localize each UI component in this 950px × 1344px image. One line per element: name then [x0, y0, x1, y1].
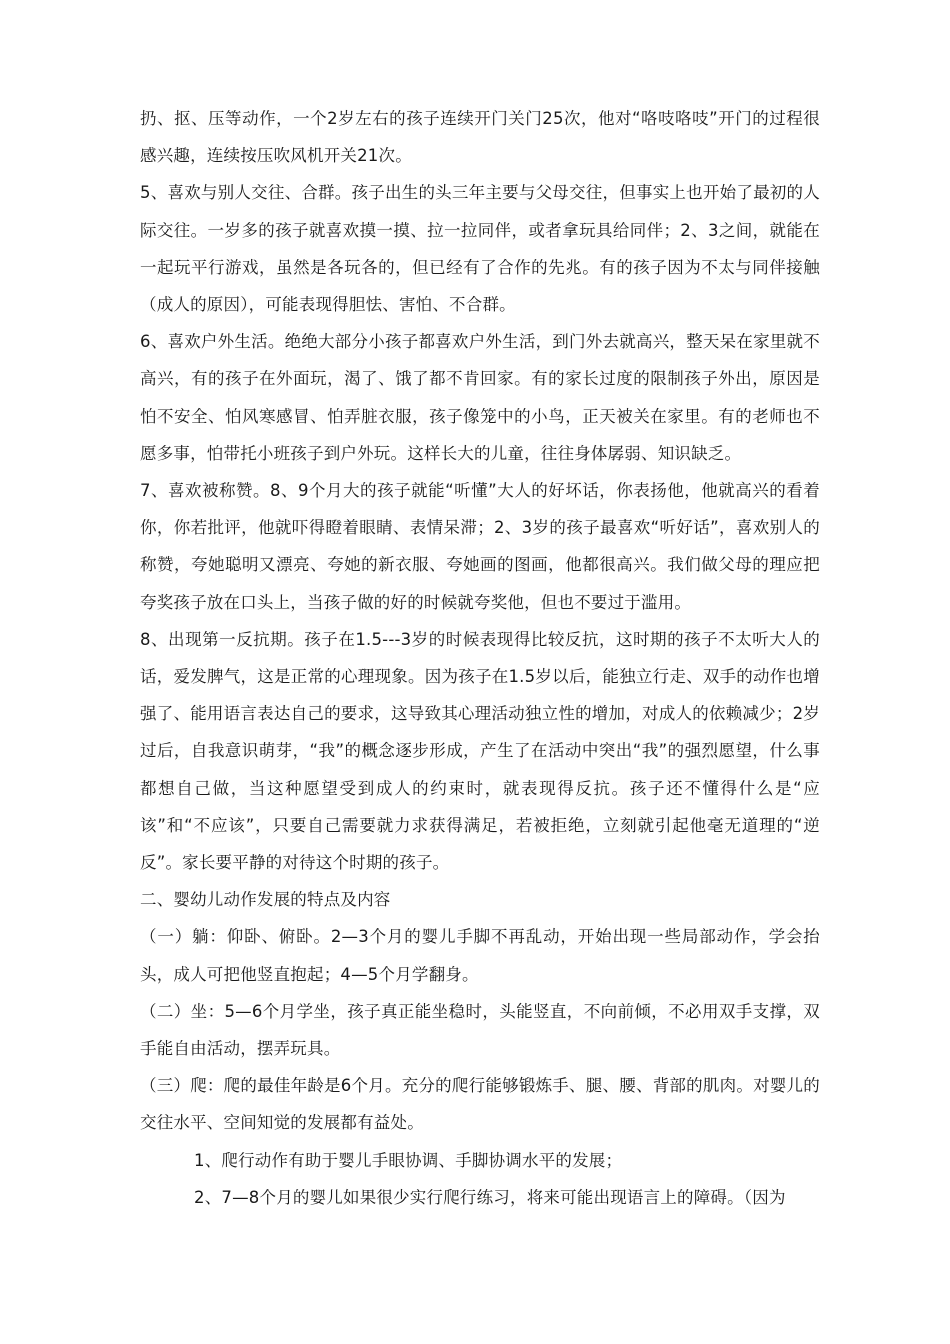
paragraph-continuation: 扔、抠、压等动作，一个2岁左右的孩子连续开门关门25次，他对“咯吱咯吱”开门的过程很感兴趣，连续按压吹风机开关21次。	[140, 109, 820, 166]
paragraph-crawling: （三）爬：爬的最佳年龄是6个月。充分的爬行能够锻炼手、腿、腰、背部的肌肉。对婴儿的交往水平、空间知觉的发展都有益处。	[140, 1076, 820, 1133]
paragraph-item-7: 7、喜欢被称赞。8、9个月大的孩子就能“听懂”大人的好坏话，你表扬他，他就高兴的看着你，你若批评，他就吓得瞪着眼睛、表情呆滞；2、3岁的孩子最喜欢“听好话”，喜欢别人的称赞，夸她聪明又漂亮、夸她的新衣服、夸她画的图画，他都很高兴。我们做父母的理应把夸奖孩子放在口头上，当孩子做的好的时候就夸奖他，但也不要过于滥用。	[140, 481, 820, 612]
section-heading: 二、婴幼儿动作发展的特点及内容	[140, 890, 391, 910]
paragraph-item-6: 6、喜欢户外生活。绝绝大部分小孩子都喜欢户外生活，到门外去就高兴，整天呆在家里就不高兴，有的孩子在外面玩，渴了、饿了都不肯回家。有的家长过度的限制孩子外出，原因是怕不安全、怕风寒感冒、怕弄脏衣服，孩子像笼中的小鸟，正天被关在家里。有的老师也不愿多事，怕带托小班孩子到户外玩。这样长大的儿童，往往身体孱弱、知识缺乏。	[140, 332, 820, 463]
paragraph-item-5: 5、喜欢与别人交往、合群。孩子出生的头三年主要与父母交往，但事实上也开始了最初的人际交往。一岁多的孩子就喜欢摸一摸、拉一拉同伴，或者拿玩具给同伴；2、3之间，就能在一起玩平行游戏，虽然是各玩各的，但已经有了合作的先兆。有的孩子因为不太与同伴接触（成人的原因），可能表现得胆怯、害怕、不合群。	[140, 183, 820, 315]
list-item-crawl-1: 1、爬行动作有助于婴儿手眼协调、手脚协调水平的发展；	[194, 1150, 623, 1170]
paragraph-sitting: （二）坐：5—6个月学坐，孩子真正能坐稳时，头能竖直，不向前倾，不必用双手支撑，双手能自由活动，摆弄玩具。	[140, 1001, 820, 1059]
paragraph-item-8: 8、出现第一反抗期。孩子在1.5---3岁的时候表现得比较反抗，这时期的孩子不太听大人的话，爱发脾气，这是正常的心理现象。因为孩子在1.5岁以后，能独立行走、双手的动作也增强了、能用语言表达自己的要求，这导致其心理活动独立性的增加，对成人的依赖减少；2岁过后，自我意识萌芽，“我”的概念逐步形成，产生了在活动中突出“我”的强烈愿望，什么事都想自己做，当这种愿望受到成人的约束时，就表现得反抗。孩子还不懂得什么是“应该”和“不应该”，只要自己需要就力求获得满足，若被拒绝，立刻就引起他毫无道理的“逆反”。家长要平静的对待这个时期的孩子。	[140, 629, 820, 873]
document-body	[140, 100, 820, 1216]
paragraph-lying: （一）躺：仰卧、俯卧。2—3个月的婴儿手脚不再乱动，开始出现一些局部动作，学会抬头，成人可把他竖直抱起；4—5个月学翻身。	[140, 927, 820, 984]
list-item-crawl-2: 2、7—8个月的婴儿如果很少实行爬行练习，将来可能出现语言上的障碍。（因为	[194, 1187, 786, 1207]
